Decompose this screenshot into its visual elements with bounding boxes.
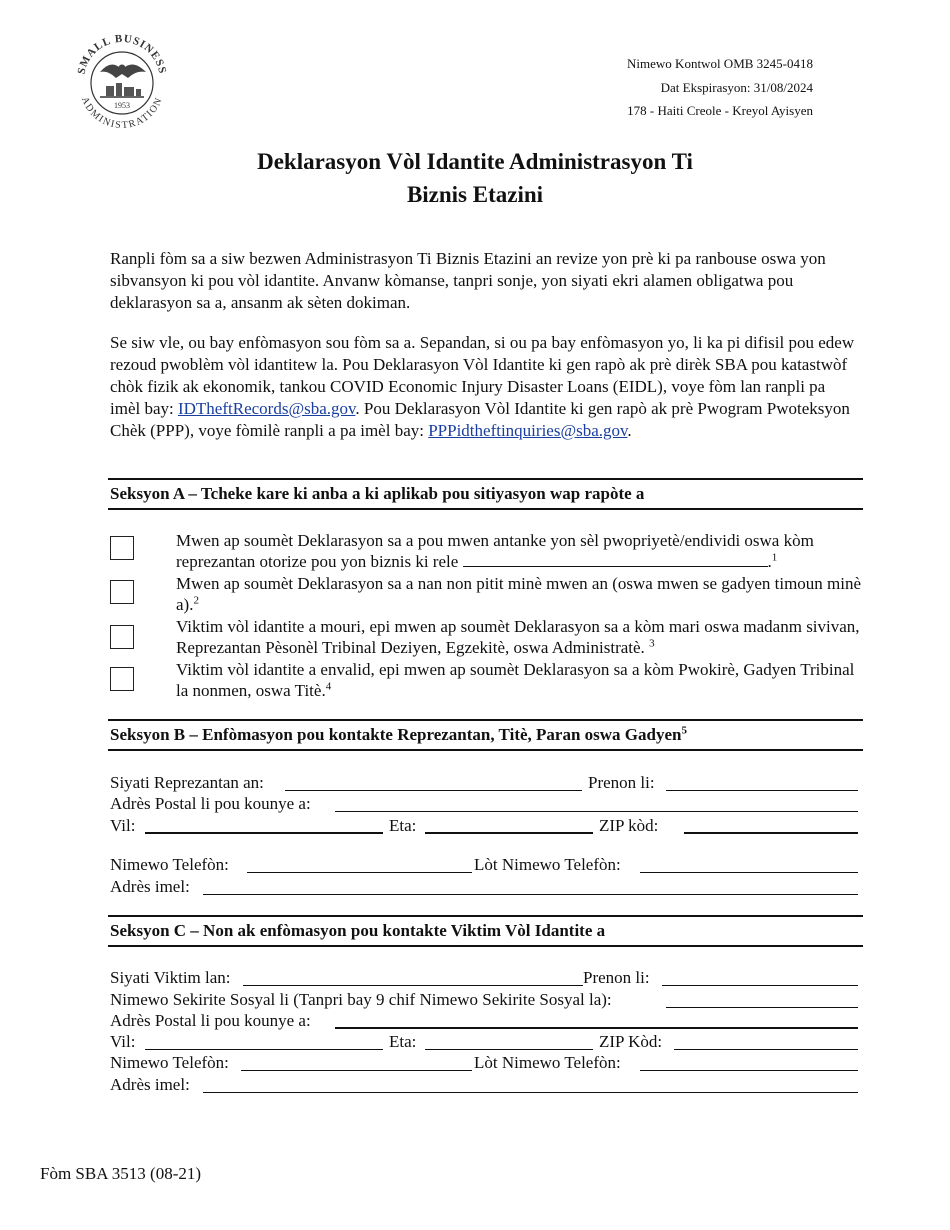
representative-city-line[interactable] xyxy=(145,832,383,834)
footnote-4: 4 xyxy=(325,680,332,693)
representative-address-label: Adrès Postal li pou kounye a: xyxy=(110,794,311,813)
victim-phone-line[interactable] xyxy=(241,1070,472,1071)
footnote-1: 1 xyxy=(771,551,778,564)
page-title xyxy=(0,145,950,211)
intro-p2-text-c: . xyxy=(627,421,632,440)
victim-zip-label: ZIP Kòd: xyxy=(599,1032,663,1051)
victim-phone-label: Nimewo Telefòn: xyxy=(110,1053,229,1072)
sba-seal-logo xyxy=(70,28,172,138)
business-name-line[interactable] xyxy=(463,552,768,567)
victim-address-label: Adrès Postal li pou kounye a: xyxy=(110,1011,311,1030)
victim-first-name-label: Prenon li: xyxy=(583,968,650,987)
intro-paragraph-1: Ranpli fòm sa a siw bezwen Administrasyon Ti Biznis Etazini an revize yon prè ki pa ranbouse oswa yon sibvansyon ki pou vòl idantite. Anvanw kòmanse, tanpri sonje, yon siyati ekri alamen obligatwa pou deklarasyon sa a, ansanm ak sèten dokiman. xyxy=(110,249,826,312)
intro-p2-text-a: Se siw vle, ou bay enfòmasyon sou fòm sa a. Sepandan, si ou pa bay enfòmasyon yo, li ka pi difisil pou edew rezoud pwoblèm vòl idantitew la. Pou Deklarasyon Vòl Idantite ki gen rapò ak prè dirèk SBA pou katastwòf chòk fizik ak ekonomik, tankou COVID Economic Injury Disaster Loans (EIDL), voye fòm lan ranpli pa imèl bay: xyxy=(110,333,855,418)
victim-ssn-line[interactable] xyxy=(666,1007,858,1008)
logo-bottom-text: ADMINISTRATION xyxy=(78,95,166,132)
representative-first-name-line[interactable] xyxy=(666,790,858,791)
intro-p2-text-b: . Pou Deklarasyon Vòl Idantite ki gen rapò ak prè Pwogram Pwoteksyon Chèk (PPP), voye fòmilè ranpli a pa imèl bay: xyxy=(110,399,850,440)
victim-first-name-line[interactable] xyxy=(662,985,858,986)
option-3-text: Viktim vòl idantite a mouri, epi mwen ap soumèt Deklarasyon sa a kòm mari oswa madanm sivivan, Reprezantan Pèsonèl Tribinal Deziyen, Egzekitè, oswa Administratè. xyxy=(176,617,860,657)
representative-phone-line[interactable] xyxy=(247,872,472,873)
representative-email-label: Adrès imel: xyxy=(110,877,190,896)
victim-city-label: Vil: xyxy=(110,1032,136,1051)
victim-signature-label: Siyati Viktim lan: xyxy=(110,968,231,987)
representative-first-name-label: Prenon li: xyxy=(588,773,655,792)
representative-city-label: Vil: xyxy=(110,816,136,835)
victim-ssn-label: Nimewo Sekirite Sosyal li (Tanpri bay 9 chif Nimewo Sekirite Sosyal la): xyxy=(110,990,612,1009)
title-line-1: Deklarasyon Vòl Idantite Administrasyon Ti xyxy=(257,149,693,174)
ppp-email-link[interactable]: PPPidtheftinquiries@sba.gov xyxy=(428,421,628,440)
representative-zip-line[interactable] xyxy=(684,832,858,834)
victim-signature-line[interactable] xyxy=(243,985,583,986)
section-c-heading: Seksyon C – Non ak enfòmasyon pou kontakte Viktim Vòl Idantite a xyxy=(108,915,863,947)
intro-paragraph-2 xyxy=(110,332,855,442)
section-a-heading: Seksyon A – Tcheke kare ki anba a ki aplikab pou sitiyasyon wap rapòte a xyxy=(108,478,863,510)
expiration-date: Dat Ekspirasyon: 31/08/2024 xyxy=(660,80,813,95)
representative-alt-phone-label: Lòt Nimewo Telefòn: xyxy=(474,855,621,874)
eidl-email-link[interactable]: IDTheftRecords@sba.gov xyxy=(177,399,356,418)
representative-signature-line[interactable] xyxy=(285,790,582,791)
representative-address-line[interactable] xyxy=(335,811,858,812)
logo-year: 1953 xyxy=(114,101,130,110)
section-b-heading xyxy=(108,719,863,751)
option-2-text: Mwen ap soumèt Deklarasyon sa a nan non pitit minè mwen an (oswa mwen se gadyen timoun minè a). xyxy=(176,574,862,614)
section-a-option-2 xyxy=(176,573,866,615)
omb-control-number: Nimewo Kontwol OMB 3245-0418 xyxy=(627,56,813,71)
checkbox-deceased-victim[interactable] xyxy=(110,625,134,649)
section-b-heading-text: Seksyon B – Enfòmasyon pou kontakte Reprezantan, Titè, Paran oswa Gadyen xyxy=(110,725,682,744)
representative-state-label: Eta: xyxy=(389,816,417,835)
footnote-2: 2 xyxy=(193,594,199,607)
language-code: 178 - Haiti Creole - Kreyol Ayisyen xyxy=(627,103,813,118)
footnote-3: 3 xyxy=(649,637,655,650)
form-number-footer: Fòm SBA 3513 (08-21) xyxy=(40,1164,202,1183)
victim-zip-line[interactable] xyxy=(674,1049,858,1050)
representative-zip-label: ZIP kòd: xyxy=(599,816,659,835)
section-a-option-1 xyxy=(176,530,866,572)
option-1-tail: . xyxy=(767,552,772,571)
representative-signature-label: Siyati Reprezantan an: xyxy=(110,773,264,792)
logo-top-text: SMALL BUSINESS xyxy=(75,32,169,76)
checkbox-minor-child[interactable] xyxy=(110,580,134,604)
footnote-5: 5 xyxy=(681,724,687,737)
victim-state-label: Eta: xyxy=(389,1032,417,1051)
victim-alt-phone-label: Lòt Nimewo Telefòn: xyxy=(474,1053,621,1072)
representative-phone-label: Nimewo Telefòn: xyxy=(110,855,229,874)
representative-alt-phone-line[interactable] xyxy=(640,872,858,873)
checkbox-self-or-business[interactable] xyxy=(110,536,134,560)
victim-alt-phone-line[interactable] xyxy=(640,1070,858,1071)
victim-email-line[interactable] xyxy=(203,1092,858,1093)
victim-city-line[interactable] xyxy=(145,1049,383,1050)
representative-state-line[interactable] xyxy=(425,832,593,834)
title-line-2: Biznis Etazini xyxy=(406,182,544,207)
option-1-text: Mwen ap soumèt Deklarasyon sa a pou mwen antanke yon sèl pwopriyetè/endividi oswa kòm reprezantan otorize pou yon biznis ki rele xyxy=(176,531,814,571)
checkbox-incapacitated-victim[interactable] xyxy=(110,667,134,691)
section-a-option-4 xyxy=(176,659,866,701)
victim-email-label: Adrès imel: xyxy=(110,1075,190,1094)
representative-email-line[interactable] xyxy=(203,894,858,895)
option-4-text: Viktim vòl idantite a envalid, epi mwen ap soumèt Deklarasyon sa a kòm Pwokirè, Gadyen Tribinal la nonmen, oswa Titè. xyxy=(176,660,855,700)
section-a-option-3 xyxy=(176,616,866,658)
victim-state-line[interactable] xyxy=(425,1049,593,1050)
victim-address-line[interactable] xyxy=(335,1027,858,1029)
